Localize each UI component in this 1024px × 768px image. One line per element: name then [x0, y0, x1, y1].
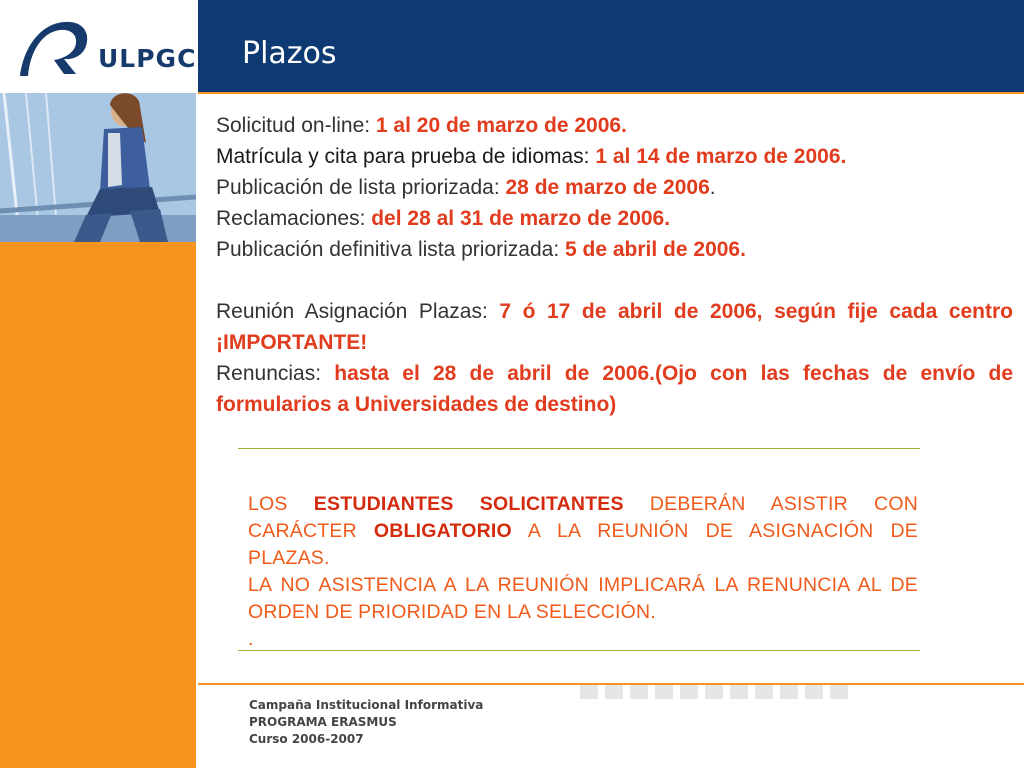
schedule-date: 5 de abril de 2006.: [565, 238, 746, 261]
page-title: Plazos: [242, 36, 337, 71]
notice-box: [248, 491, 918, 653]
schedule-label: Publicación definitiva lista priorizada:: [216, 238, 566, 261]
notice-paragraph: LA NO ASISTENCIA A LA REUNIÓN IMPLICARÁ LA RENUNCIA AL DE ORDEN DE PRIORIDAD EN LA SELECCIÓN.: [248, 574, 918, 623]
notice-emphasis: OBLIGATORIO: [373, 520, 512, 542]
header-underline: [198, 92, 1024, 94]
photo-illustration: [0, 93, 196, 242]
schedule-item-renuncias: [216, 358, 1013, 420]
schedule-item-reclamaciones: [216, 203, 1013, 234]
spacer: [216, 265, 1013, 296]
schedule-date: del 28 al 31 de marzo de 2006.: [371, 207, 671, 230]
schedule-label: Matrícula y cita para prueba de idiomas:: [216, 145, 596, 168]
schedule-date: 28 de marzo de 2006: [505, 176, 710, 199]
footer-line: Campaña Institucional Informativa: [249, 698, 484, 712]
schedule-label: Reclamaciones:: [216, 207, 372, 230]
notice-emphasis: ESTUDIANTES SOLICITANTES: [313, 493, 624, 515]
notice-paragraph: [248, 491, 918, 572]
decorative-squares: [580, 685, 848, 699]
schedule-item-definitiva: [216, 234, 1013, 265]
divider: [196, 0, 198, 768]
notice-text: DEBERÁN ASISTIR CON CARÁCTER: [248, 493, 918, 542]
schedule-date: 1 al 14 de marzo de 2006.: [595, 145, 847, 168]
schedule-label: Renuncias:: [216, 362, 335, 385]
notice-paragraph: .: [248, 628, 254, 650]
logo-text: ULPGC: [98, 44, 197, 73]
notice-rule-top: [238, 448, 920, 449]
footer: [249, 697, 483, 748]
logo: [0, 0, 196, 93]
schedule-item-reunion: [216, 296, 1013, 358]
student-photo: [0, 93, 196, 242]
schedule-item-publicacion: [216, 172, 1013, 203]
schedule-label: Solicitud on-line:: [216, 114, 376, 137]
ulpgc-logo-icon: [14, 14, 90, 80]
schedule-label: Publicación de lista priorizada:: [216, 176, 506, 199]
notice-rule-bottom: [238, 650, 920, 651]
notice-text: A LA REUNIÓN DE ASIGNACIÓN DE PLAZAS.: [248, 520, 918, 569]
schedule-date: 1 al 20 de marzo de 2006.: [375, 114, 627, 137]
schedule-list: [216, 110, 1013, 420]
schedule-date: hasta el 28 de abril de 2006.(Ojo con las fechas de envío de formularios a Universidades de destino): [216, 362, 1013, 416]
notice-text: LOS: [248, 493, 314, 515]
schedule-item-solicitud: [216, 110, 1013, 141]
schedule-item-matricula: [216, 141, 1013, 172]
schedule-label: Reunión Asignación Plazas:: [216, 300, 500, 323]
footer-line: Curso 2006-2007: [249, 732, 364, 746]
schedule-date: 7 ó 17 de abril de 2006, según fije cada centro ¡IMPORTANTE!: [216, 300, 1013, 354]
header-bar: [198, 0, 1024, 92]
schedule-suffix: .: [709, 176, 716, 199]
footer-line: PROGRAMA ERASMUS: [249, 715, 397, 729]
